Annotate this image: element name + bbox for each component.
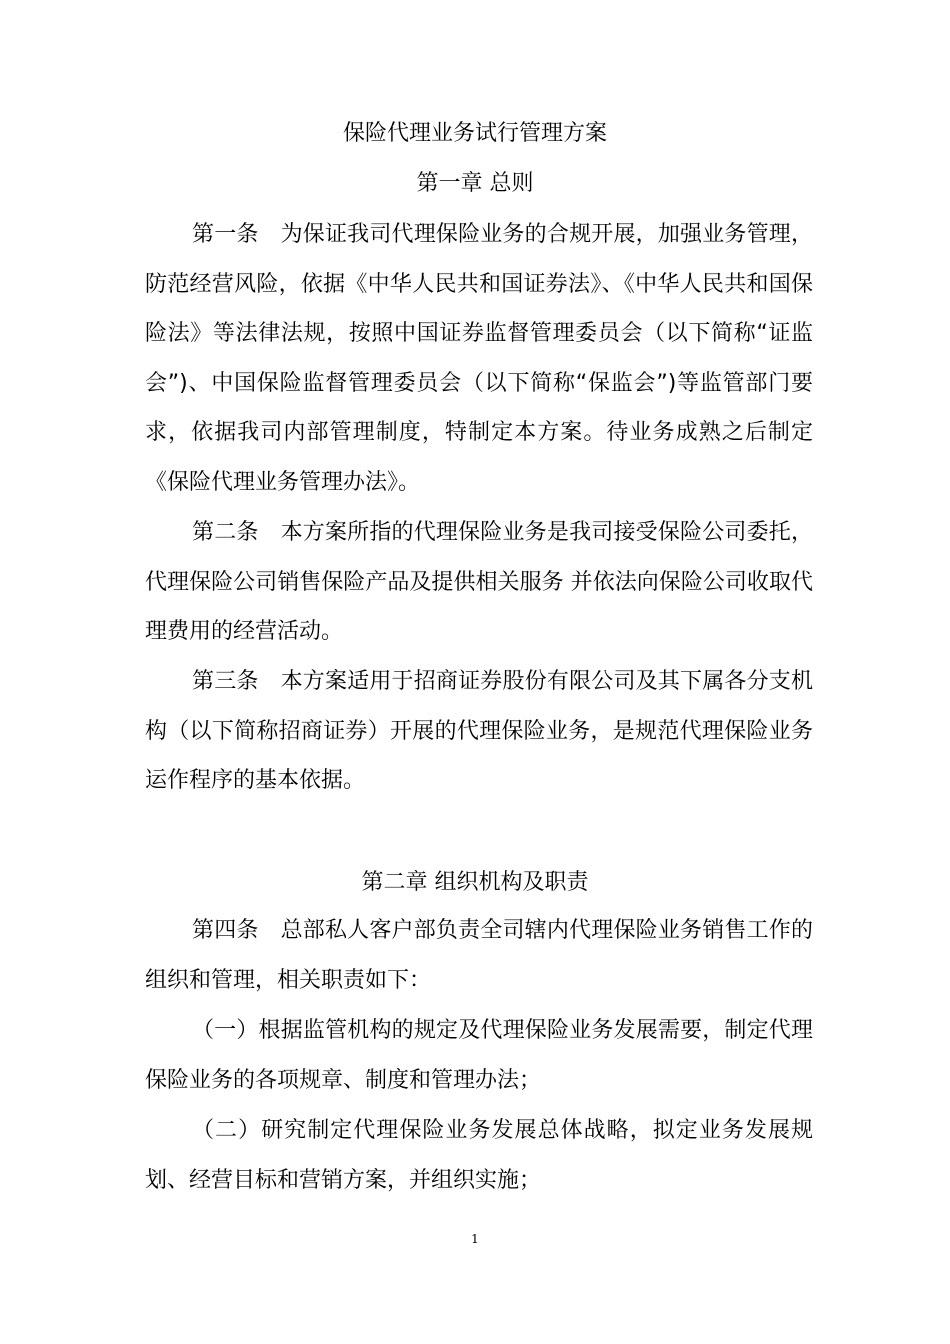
article-3-number: 第三条 <box>192 669 259 694</box>
article-2-number: 第二条 <box>192 520 259 545</box>
document-title: 保险代理业务试行管理方案 <box>342 121 607 146</box>
list-item-2: （二）研究制定代理保险业务发展总体战略，拟定业务发展规划、经营目标和营销方案，并组织实施； <box>145 1118 813 1193</box>
article-3-text: 本方案适用于招商证券股份有限公司及其下属各分支机构（以下简称招商证券）开展的代理保险业务，是规范代理保险业务运作程序的基本依据。 <box>145 669 813 794</box>
article-1 <box>145 210 813 508</box>
page-number: 1 <box>471 1232 479 1246</box>
article-4-number: 第四条 <box>192 918 259 943</box>
article-2-text: 本方案所指的代理保险业务是我司接受保险公司委托，代理保险公司销售保险产品及提供相关服务 并依法向保险公司收取代理费用的经营活动。 <box>145 520 813 645</box>
chapter-2-heading: 第二章 组织机构及职责 <box>361 870 589 895</box>
list-item-1: （一）根据监管机构的规定及代理保险业务发展需要，制定代理保险业务的各项规章、制度和管理办法； <box>145 1018 813 1093</box>
article-3 <box>145 657 813 806</box>
article-2 <box>145 508 813 657</box>
article-4 <box>145 906 813 1005</box>
article-1-number: 第一条 <box>192 222 259 247</box>
chapter-1-heading: 第一章 总则 <box>416 171 534 196</box>
article-4-text: 总部私人客户部负责全司辖内代理保险业务销售工作的组织和管理，相关职责如下： <box>145 918 813 993</box>
article-1-text: 为保证我司代理保险业务的合规开展，加强业务管理，防范经营风险，依据《中华人民共和国证券法》、《中华人民共和国保险法》等法律法规，按照中国证券监督管理委员会（以下简称“证监会”)、中国保险监督管理委员会（以下简称“保监会”)等监管部门要求，依据我司内部管理制度，特制定本方案。待业务成熟之后制定《保险代理业务管理办法》。 <box>145 222 813 495</box>
